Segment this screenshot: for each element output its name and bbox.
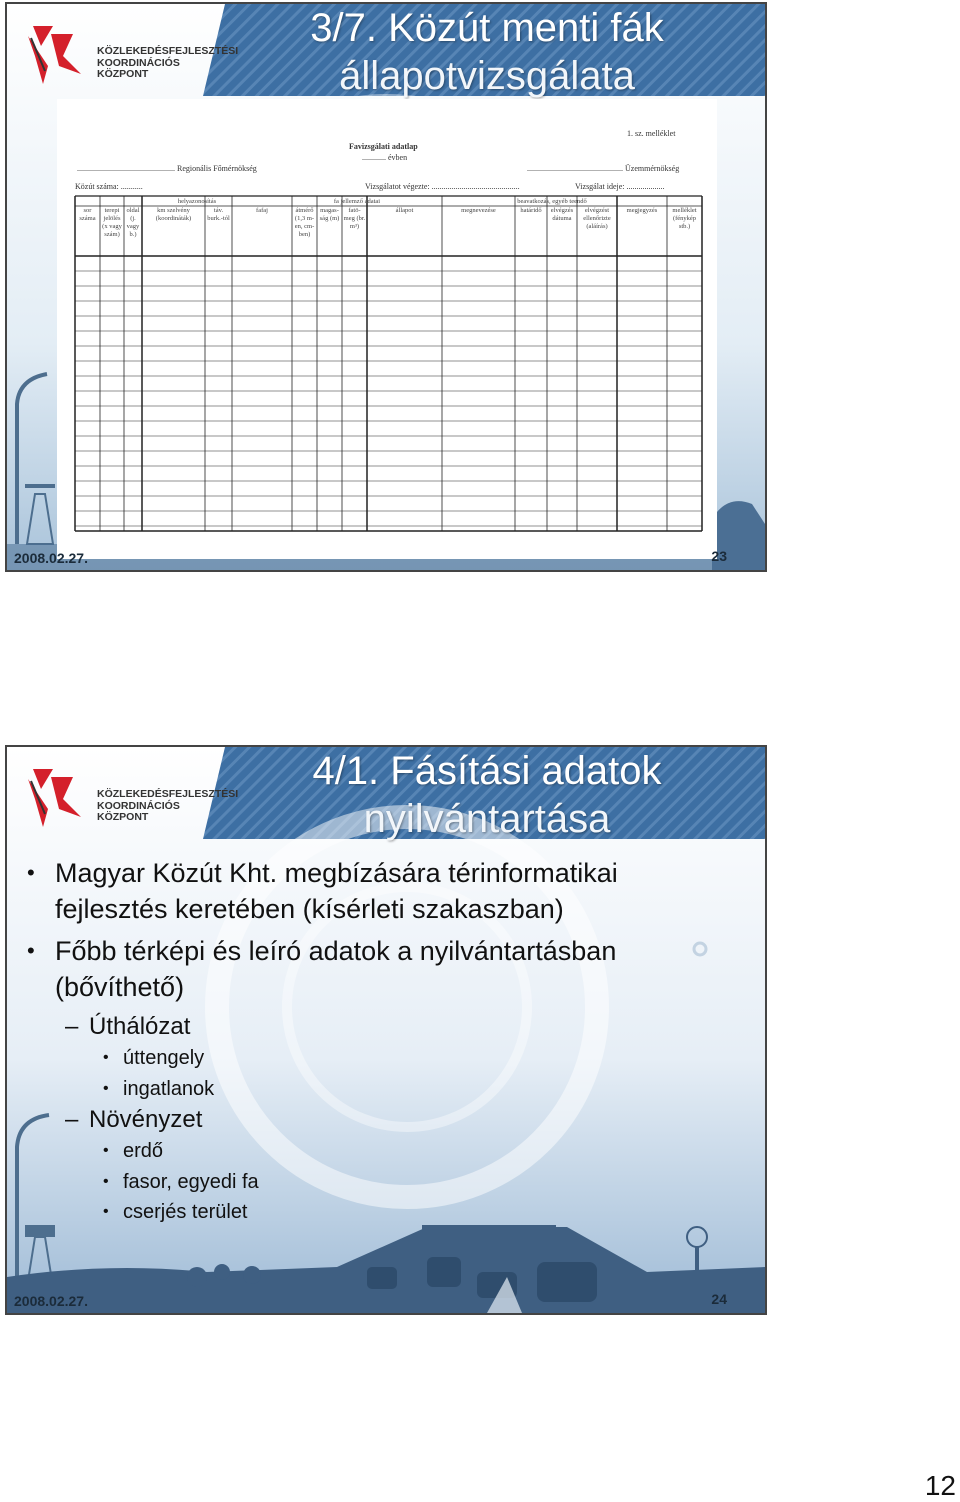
form-column-header: táv. burk.-tól [207, 207, 230, 222]
slide-number: 24 [711, 1291, 727, 1307]
slide-title-line-1: 4/1. Fásítási adatok [312, 749, 662, 793]
tree-inspection-form [57, 99, 717, 559]
group-vegetation: – Növényzet [65, 1106, 203, 1133]
group-tree: fa jellemző adatai [333, 198, 381, 205]
form-annex: 1. sz. melléklet [627, 129, 676, 138]
group-road-network-label: Úthálózat [89, 1013, 191, 1040]
form-column-header: sor száma [79, 207, 96, 222]
page-number: 12 [924, 1470, 956, 1501]
form-column-header: megnevezése [461, 207, 496, 214]
company-logo [23, 16, 239, 86]
form-column-header: magas-ság (m) [319, 207, 340, 222]
logo-line-2: KOORDINÁCIÓS [97, 799, 180, 812]
group-action: beavatkozás, egyéb teendő [517, 198, 587, 205]
group-location: helyazonosítás [177, 198, 217, 205]
group-vegetation-label: Növényzet [89, 1106, 203, 1133]
logo-line-3: KÖZPONT [97, 811, 149, 823]
list-item: • cserjés terület [27, 1197, 727, 1228]
slide-date: 2008.02.27. [14, 550, 88, 566]
form-column-header: km szelvény (koordináták) [155, 207, 192, 222]
slide-title [207, 4, 767, 100]
list-item: • fasor, egyedi fa [27, 1167, 727, 1198]
bullet-main-data: • Főbb térképi és leíró adatok a nyilvántartásban (bővíthető) [27, 933, 727, 1005]
bullet-commission: • Magyar Közút Kht. megbízására térinformatikai fejlesztés keretében (kísérleti szakaszban) [27, 855, 727, 927]
form-column-header: oldal (j. vagy b.) [126, 207, 140, 238]
form-operator: ................................................ Üzemmérnökség [527, 164, 680, 173]
form-column-header: fatö-meg (br. m³) [343, 207, 366, 230]
slide-date: 2008.02.27. [14, 1293, 88, 1309]
form-column-header: elvégzést ellenőrizte (aláírás) [583, 207, 611, 230]
list-item: • úttengely [27, 1043, 727, 1074]
slide-24 [5, 745, 767, 1315]
logo-mark-icon [23, 759, 83, 829]
form-column-header: megjegyzés [626, 207, 658, 214]
list-item: • erdő [27, 1136, 727, 1167]
logo-line-3: KÖZPONT [97, 68, 149, 80]
slide-title-line-2: állapotvizsgálata [339, 54, 635, 98]
form-column-header: terepi jelölés (x vagy szám) [102, 207, 122, 238]
form-column-header: elvégzés dátuma [550, 207, 574, 222]
logo-line-1: KÖZLEKEDÉSFEJLESZTÉSI [97, 45, 239, 57]
logo-mark-icon [23, 16, 83, 86]
group-road-network: – Úthálózat [65, 1013, 191, 1040]
form-column-header: fafaj [256, 207, 268, 214]
form-date-field: Vizsgálat ideje: ................... [575, 182, 665, 191]
slide-title-line-2: nyilvántartása [363, 797, 611, 841]
slide-content [27, 855, 727, 1228]
company-logo [23, 759, 239, 829]
slide-title [207, 747, 767, 843]
logo-line-2: KOORDINÁCIÓS [97, 56, 180, 69]
form-year: ............ évben [362, 153, 408, 162]
slide-title-line-1: 3/7. Közút menti fák [310, 6, 664, 50]
form-column-header: állapot [395, 207, 414, 214]
slide-23 [5, 2, 767, 572]
form-inspector: Vizsgálatot végezte: ............................................ [365, 182, 520, 191]
form-regional: ................................................. Regionális Főmérnökség [77, 164, 257, 173]
logo-line-1: KÖZLEKEDÉSFEJLESZTÉSI [97, 788, 239, 800]
form-column-header: átmérő (1,3 m-en, cm-ben) [294, 207, 315, 238]
form-column-header: határidő [520, 207, 542, 214]
form-column-header: melléklet (fénykép stb.) [672, 207, 697, 230]
slide-number: 23 [711, 548, 727, 564]
form-heading: Favizsgálati adatlap [349, 142, 418, 151]
form-road: Közút száma: ........... [75, 182, 143, 191]
list-item: • ingatlanok [27, 1074, 727, 1105]
form-grid [57, 99, 717, 559]
